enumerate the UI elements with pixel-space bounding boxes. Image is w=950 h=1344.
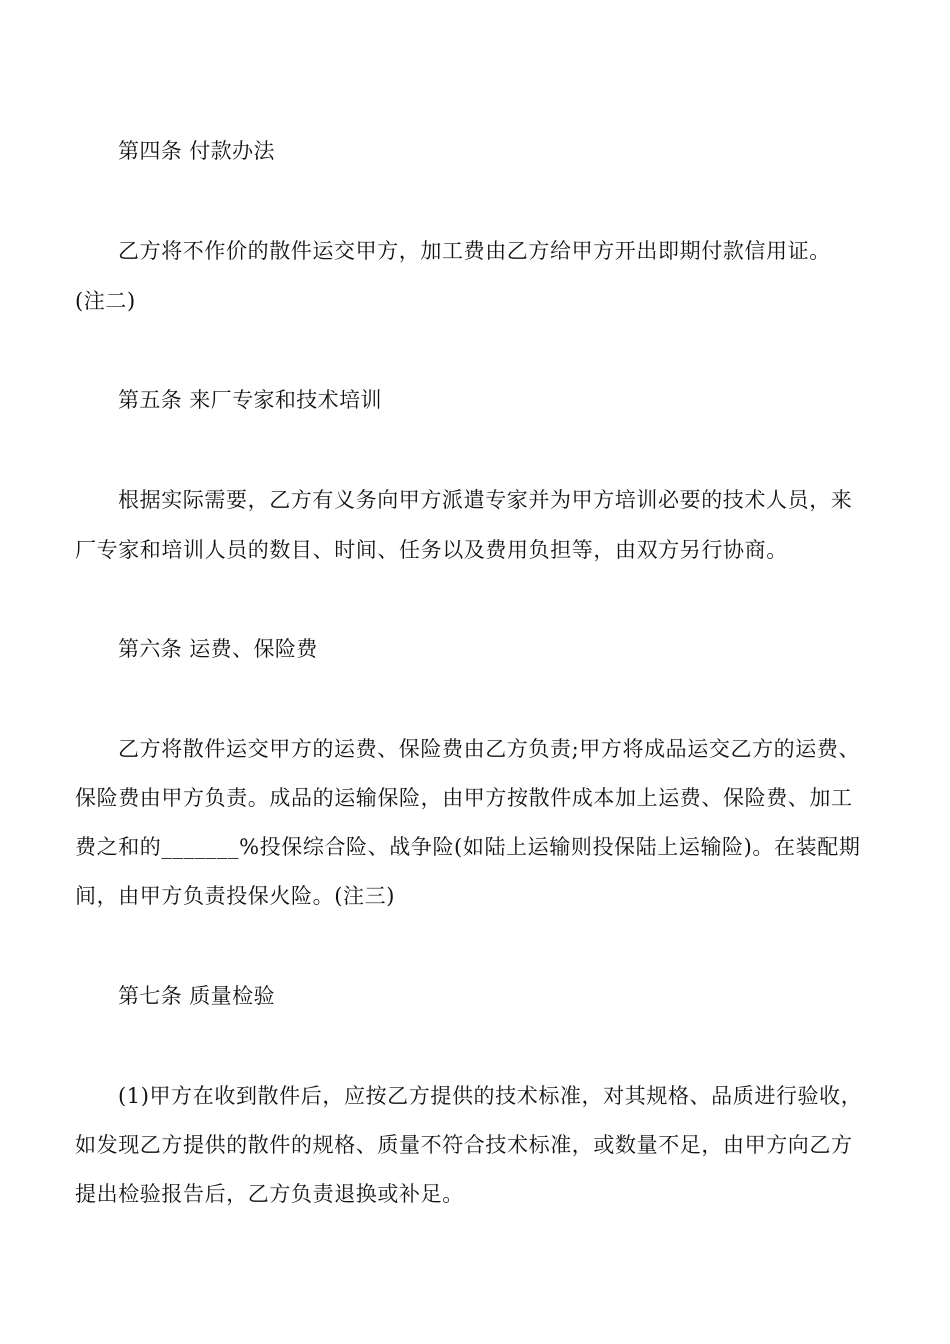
section-6-heading: 第六条 运费、保险费: [118, 637, 318, 661]
section-4-heading: 第四条 付款办法: [118, 139, 275, 163]
section-7-paragraph-line-1: (1)甲方在收到散件后，应按乙方提供的技术标准，对其规格、品质进行验收，: [118, 1084, 863, 1108]
section-7-paragraph-line-2: 如发现乙方提供的散件的规格、质量不符合技术标准，或数量不足，由甲方向乙方: [75, 1133, 853, 1157]
section-6-paragraph-line-1: 乙方将散件运交甲方的运费、保险费由乙方负责;甲方将成品运交乙方的运费、: [118, 737, 861, 761]
section-6-paragraph-line-2: 保险费由甲方负责。成品的运输保险，由甲方按散件成本加上运费、保险费、加工: [75, 786, 853, 810]
section-4-paragraph-line-1: 乙方将不作价的散件运交甲方，加工费由乙方给甲方开出即期付款信用证。: [118, 239, 831, 263]
section-5-heading: 第五条 来厂专家和技术培训: [118, 388, 382, 412]
section-6-paragraph-line-3: 费之和的_______%投保综合险、战争险(如陆上运输则投保陆上运输险)。在装配期: [75, 835, 861, 859]
section-7-paragraph-line-3: 提出检验报告后，乙方负责退换或补足。: [75, 1182, 464, 1206]
section-5-paragraph-line-1: 根据实际需要，乙方有义务向甲方派遣专家并为甲方培训必要的技术人员，来: [118, 488, 853, 512]
section-5-paragraph-line-2: 厂专家和培训人员的数目、时间、任务以及费用负担等，由双方另行协商。: [75, 538, 788, 562]
section-6-paragraph-line-4: 间，由甲方负责投保火险。(注三): [75, 884, 395, 908]
section-7-heading: 第七条 质量检验: [118, 984, 275, 1008]
section-4-paragraph-line-2: (注二): [75, 289, 136, 313]
